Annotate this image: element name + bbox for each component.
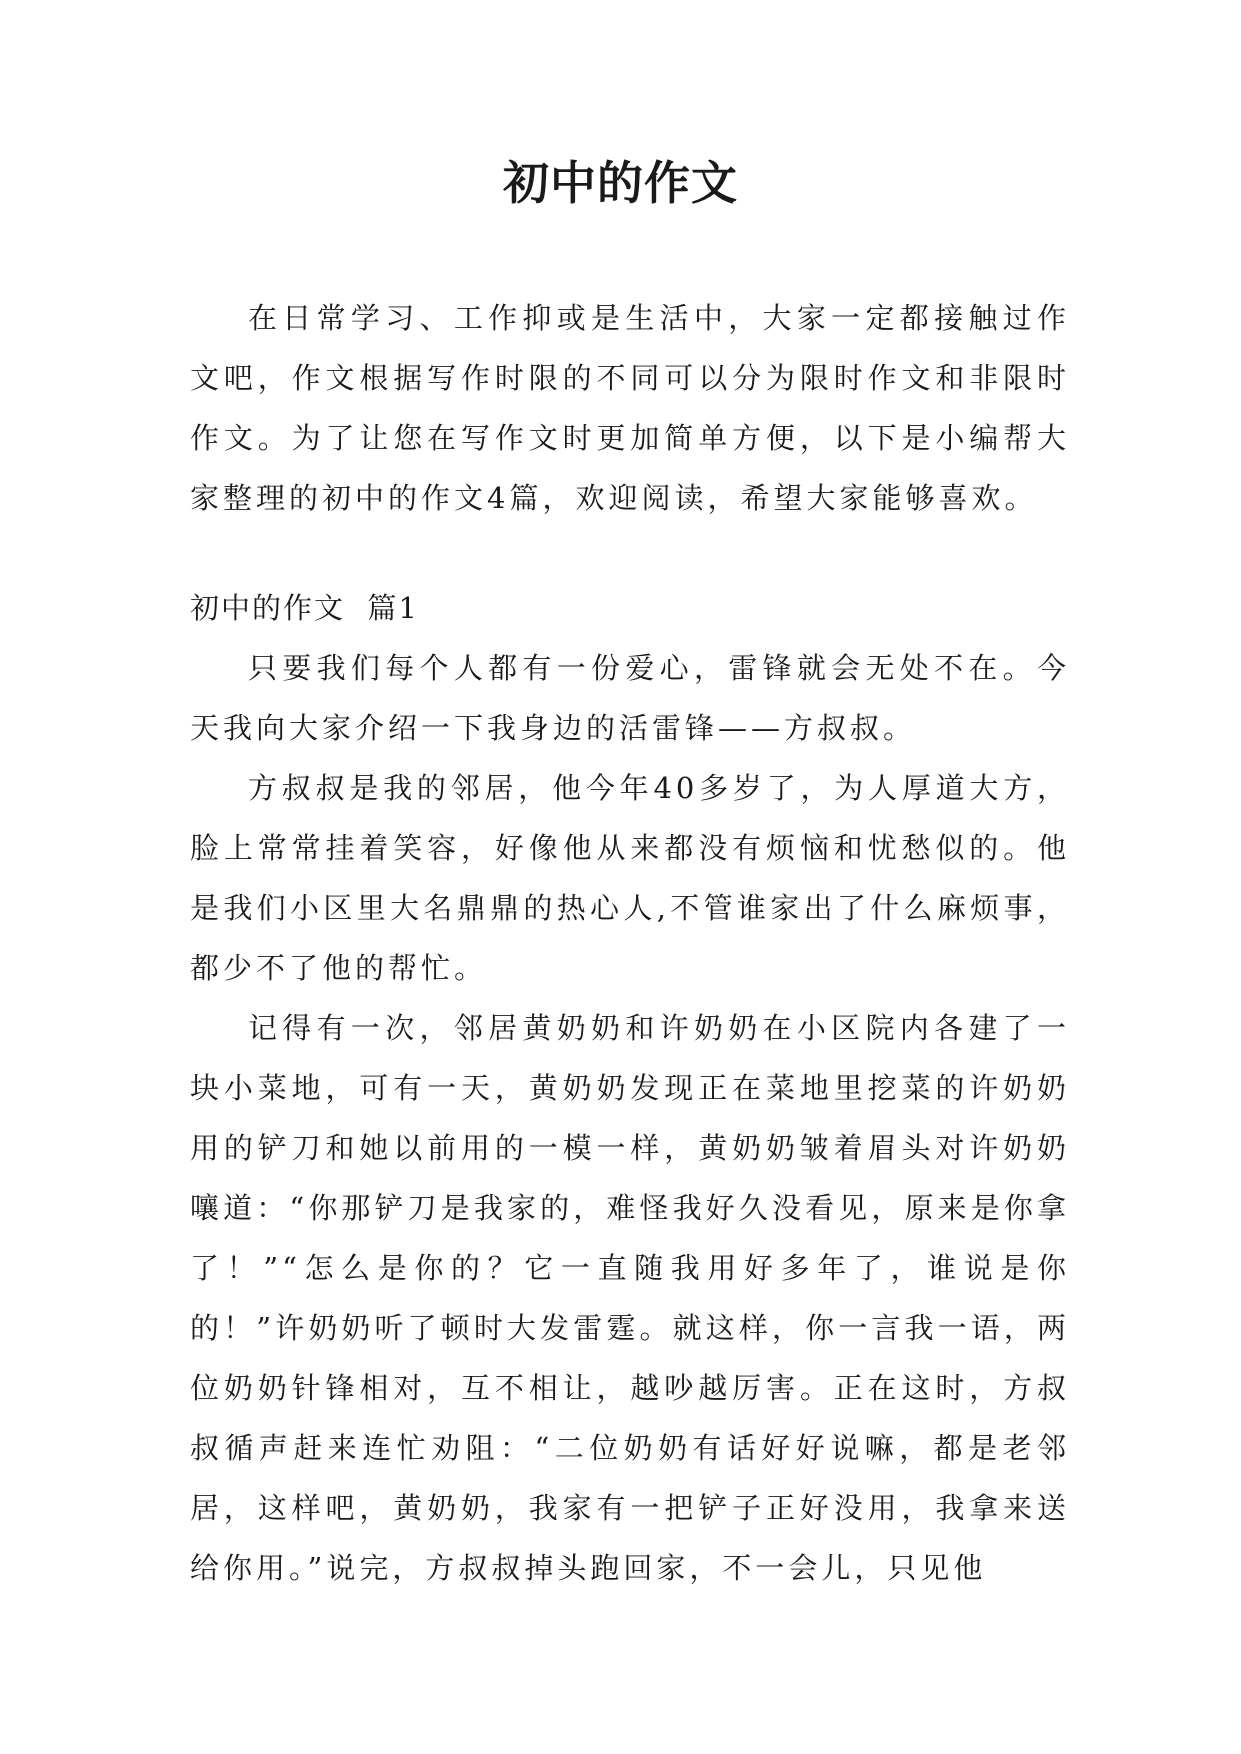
intro-paragraph: 在日常学习、工作抑或是生活中，大家一定都接触过作文吧，作文根据写作时限的不同可以分为限时作文和非限时作文。为了让您在写作文时更加简单方便，以下是小编帮大家整理的初中的作文4篇，欢迎阅读，希望大家能够喜欢。 [190, 301, 1070, 515]
document-body [190, 288, 1070, 1598]
section-gap [190, 528, 1070, 578]
document-title: 初中的作文 [503, 156, 738, 210]
section-heading: 初中的作文 篇1 [190, 591, 419, 625]
body-paragraph: 方叔叔是我的邻居，他今年40多岁了，为人厚道大方，脸上常常挂着笑容，好像他从来都没有烦恼和忧愁似的。他是我们小区里大名鼎鼎的热心人,不管谁家出了什么麻烦事，都少不了他的帮忙。 [190, 771, 1070, 985]
body-paragraph: 只要我们每个人都有一份爱心，雷锋就会无处不在。今天我向大家介绍一下我身边的活雷锋——方叔叔。 [190, 651, 1070, 745]
body-paragraph: 记得有一次，邻居黄奶奶和许奶奶在小区院内各建了一块小菜地，可有一天，黄奶奶发现正在菜地里挖菜的许奶奶用的铲刀和她以前用的一模一样，黄奶奶皱着眉头对许奶奶嚷道：“你那铲刀是我家的，难怪我好久没看见，原来是你拿了！”“怎么是你的？它一直随我用好多年了，谁说是你的！”许奶奶听了顿时大发雷霆。就这样，你一言我一语，两位奶奶针锋相对，互不相让，越吵越厉害。正在这时，方叔叔循声赶来连忙劝阻：“二位奶奶有话好好说嘛，都是老邻居，这样吧，黄奶奶，我家有一把铲子正好没用，我拿来送给你用。”说完，方叔叔掉头跑回家，不一会儿，只见他 [190, 1011, 1070, 1585]
